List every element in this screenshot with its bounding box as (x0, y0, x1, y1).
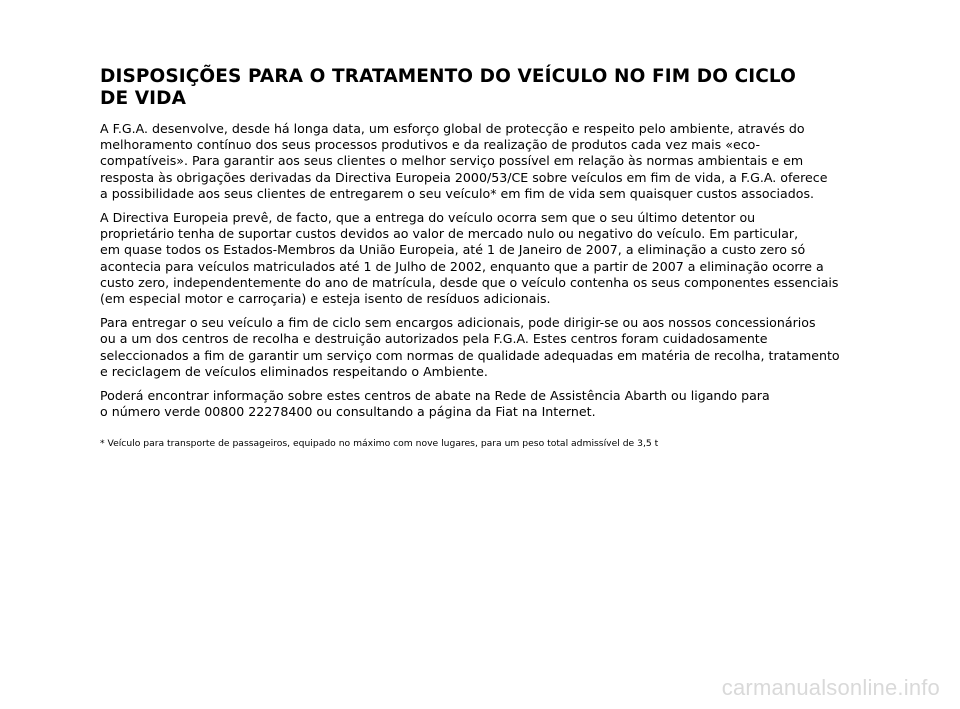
text-line: seleccionados a fim de garantir um serviço com normas de qualidade adequadas em matéria de recolha, tratamento (100, 347, 840, 363)
text-line: proprietário tenha de suportar custos devidos ao valor de mercado nulo ou negativo do veículo. Em particular, (100, 226, 799, 242)
title-line-1: DISPOSIÇÕES PARA O TRATAMENTO DO VEÍCULO NO FIM DO CICLO (100, 66, 796, 87)
watermark: carmanualsonline.info (721, 675, 940, 700)
text-line: resposta às obrigações derivadas da Directiva Europeia 2000/53/CE sobre veículos em fim de vida, a F.G.A. oferece (100, 169, 828, 185)
text-line: e reciclagem de veículos eliminados respeitando o Ambiente. (100, 363, 488, 379)
text-line: Para entregar o seu veículo a fim de ciclo sem encargos adicionais, pode dirigir-se ou aos nossos concessionários (100, 315, 816, 331)
text-line: acontecia para veículos matriculados até 1 de Julho de 2002, enquanto que a partir de 2007 a eliminação ocorre a (100, 258, 824, 274)
text-line: A F.G.A. desenvolve, desde há longa data, um esforço global de protecção e respeito pelo ambiente, através do (100, 121, 805, 136)
text-line: Poderá encontrar informação sobre estes centros de abate na Rede de Assistência Abarth ou ligando para (100, 388, 770, 404)
text-line: ou a um dos centros de recolha e destruição autorizados pela F.G.A. Estes centros foram cuidadosamente (100, 331, 768, 347)
footnote: * Veículo para transporte de passageiros, equipado no máximo com nove lugares, para um peso total admissível de 3,5 t (100, 438, 659, 450)
paragraph-2 (100, 210, 839, 307)
paragraph-1 (100, 121, 826, 202)
paragraph-4 (100, 388, 826, 420)
paragraph-3 (100, 315, 840, 380)
text-line: (em especial motor e carroçaria) e esteja isento de resíduos adicionais. (100, 291, 551, 307)
document-page (100, 66, 840, 450)
text-line: compatíveis». Para garantir aos seus clientes o melhor serviço possível em relação às normas ambientais e em (100, 153, 804, 169)
text-line: melhoramento contínuo dos seus processos produtivos e da realização de produtos cada vez mais «eco- (100, 137, 761, 153)
text-line: em quase todos os Estados-Membros da União Europeia, até 1 de Janeiro de 2007, a eliminação a custo zero só (100, 242, 806, 258)
text-line: a possibilidade aos seus clientes de entregarem o seu veículo* em fim de vida sem quaisquer custos associados. (100, 185, 815, 201)
text-line: o número verde 00800 22278400 ou consultando a página da Fiat na Internet. (100, 404, 596, 420)
text-line: A Directiva Europeia prevê, de facto, que a entrega do veículo ocorra sem que o seu último detentor ou (100, 210, 756, 226)
text-line: custo zero, independentemente do ano de matrícula, desde que o veículo contenha os seus componentes essenciais (100, 274, 839, 290)
title-line-2: DE VIDA (100, 88, 187, 109)
page-title (100, 66, 826, 110)
